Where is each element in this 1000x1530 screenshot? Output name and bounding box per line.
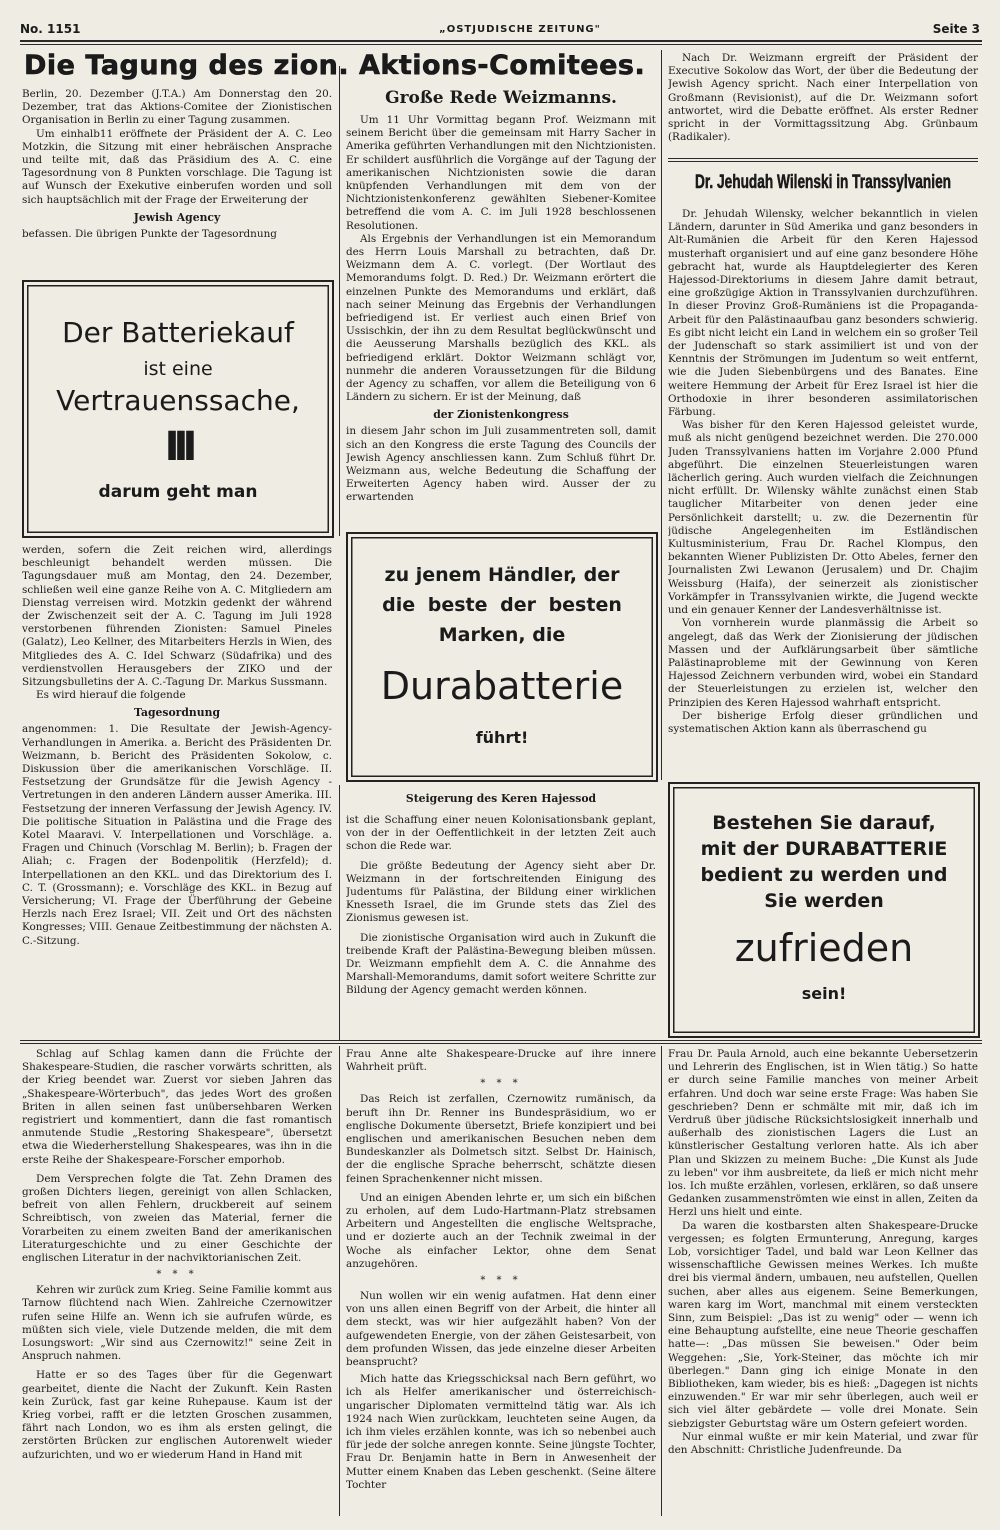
paragraph: Kehren wir zurück zum Krieg. Seine Familie kommt aus Tarnow flüchtend nach Wien. Zahlreiche Czernowitzer rufen seine Hilfe an. Wenn ich sie aufrufen würde, es müßten sich viele, viele Dutzende melden, die mit dem Losungswort: „Wir sind aus Czernowitz!" seine Zeit in Anspruch nahmen. xyxy=(22,1284,332,1363)
ad-line: mit der DURABATTERIE xyxy=(700,838,948,860)
section-rule xyxy=(668,158,978,159)
ad-durabatterie xyxy=(346,532,658,782)
paragraph: ist die Schaffung einer neuen Kolonisationsbank geplant, von der in der Oeffentlichkeit in der letzten Zeit auch schon die Rede war. xyxy=(346,814,656,853)
paragraph: Und an einigen Abenden lehrte er, um sich ein bißchen zu erholen, auf dem Ludo-Hartmann-Platz strebsamen Arbeitern und Angestellten die englische Weltsprache, und er dozierte auch an der Technik zweimal in der Woche als einfacher Lektor, ohne dem Senat anzugehören. xyxy=(346,1191,656,1270)
paragraph: Es wird hierauf die folgende xyxy=(36,689,186,702)
ad-bestehen-sie xyxy=(668,782,980,1038)
feuilleton-column-2 xyxy=(346,1048,656,1518)
article-sokolow xyxy=(668,52,978,152)
paragraph: Die größte Bedeutung der Agency sieht aber Dr. Weizmann in der fortschreitenden Einigung des Judentums für Palästina, der Bildung einer wirklichen Knesseth Israel, die im Grunde stets das Ziel des Zionismus gewesen ist. xyxy=(346,859,656,925)
ad-brand: Durabatterie xyxy=(380,664,624,708)
section-stars: * * * xyxy=(480,1275,522,1287)
paragraph: Von vornherein wurde planmässig die Arbeit so angelegt, daß das Werk der Zionisierung der jüdischen Massen und der Aufklärungsarbeit über sämtliche Palästinaprobleme mit der Gewinnung von Keren Hajessod Zeichnern verbunden wird, wobei ein Standard der Steuerleistungen zu erzielen ist, welcher den Prinzipien des Keren Hajessod wahrhaft entspricht. xyxy=(668,617,978,709)
paragraph: Der bisherige Erfolg dieser gründlichen und systematischen Aktion kann als überraschend gu xyxy=(668,709,978,735)
ad-line: sein! xyxy=(801,984,847,1003)
subheading-tagesordnung: Tagesordnung xyxy=(133,706,221,720)
column-divider xyxy=(339,785,340,1040)
issue-number: No. 1151 xyxy=(20,22,81,36)
paragraph: Um einhalb11 eröffnete der Präsident der A. C. Leo Motzkin, die Sitzung mit einer hebräischen Ansprache und teilte mit, daß das Präsidium des A. C. eine Tagesordnung von 8 Punkten vorschlage. Die Tagung ist auf Wunsch der Exekutive einberufen worden und soll sich hauptsächlich mit der Frage der Erweiterung der xyxy=(22,127,332,206)
ad-bars-graphic: III xyxy=(164,424,192,470)
article-tagung-intro xyxy=(22,88,332,274)
paragraph: werden, sofern die Zeit reichen wird, allerdings beschleunigt behandelt werden müssen. Die Tagungsdauer muß am Montag, den 24. Dezember, schließen weil eine ganze Reihe von A. C. Mitgliedern am Dienstag verreisen wird. Motzkin gedenkt der während der Zwischenzeit seit der A. C. Tagung im Juli 1928 verstorbenen führenden Zionisten: Samuel Pineles (Galatz), Leo Kellner, des Mitarbeiters Herzls in Wien, des Mitgliedes des A. C. Idel Schwarz (Südafrika) und des verdienstvollen Herausgebers der ZIKO und der Sitzungsbulletins der A. C.-Tagung Dr. Markus Sussmann. xyxy=(22,544,332,689)
column-divider xyxy=(339,1046,340,1516)
section-rule xyxy=(668,161,978,162)
paragraph: Als Ergebnis der Verhandlungen ist ein Memorandum des Herrn Louis Marshall zu betrachten, daß Dr. Weizmann dem A. C. vorlegt. (Der Wortlaut des Memorandums folgt. D. Red.) Dr. Weizmann erörtert die einzelnen Punkte des Memorandums und erklärt, daß nach seiner Meinung das Ergebnis der Verhandlungen befriedigend ist. Er verliest auch einen Brief von Ussischkin, der ihn zu dem Resultat beglückwünscht und die Aeusserung Marshalls bezüglich des KKL. als befriedigend erklärt. Doktor Weizmann schlägt vor, nunmehr die anderen Voraussetzungen für die Bildung der Agency zu schaffen, vor allem die Beteiligung von 6 Ländern zu sichern. Er ist der Meinung, daß xyxy=(346,232,656,404)
paragraph: Das Reich ist zerfallen, Czernowitz rumänisch, da beruft ihn Dr. Renner ins Bundespräsidium, wo er englische Dokumente übersetzt, Briefe konzipiert und bei englischen und amerikanischen Besuchen neben dem Bundeskanzler als Dolmetsch sitzt. Selbst Dr. Hainisch, der die englische Sprache beherrscht, schätzte diesen feinen Sprachenkenner nicht missen. xyxy=(346,1093,656,1185)
ad-line: bedient zu werden und xyxy=(700,864,948,886)
column-divider xyxy=(339,66,340,536)
ad-line: Sie werden xyxy=(764,890,884,912)
paragraph: befassen. Die übrigen Punkte der Tagesordnung xyxy=(22,227,277,240)
headline-tagung: Die Tagung des zion. Aktions-Comitees. xyxy=(24,50,646,81)
ad-big-word: zufrieden xyxy=(734,926,914,970)
ad-line: ist eine xyxy=(143,358,213,380)
article-tagung-body xyxy=(22,544,332,1036)
feuilleton-rule xyxy=(20,1043,982,1044)
paragraph: in diesem Jahr schon im Juli zusammentreten soll, damit sich an den Kongress die erste Tagung des Councils der Jewish Agency anschliessen kann. Zum Schluß führt Dr. Weizmann aus, welche Bedeutung die Schaffung der Erweiterten Agency haben wird. Ausser der zu erwartenden xyxy=(346,425,656,504)
paragraph: Mich hatte das Kriegsschicksal nach Bern geführt, wo ich als Helfer amerikanischer und österreichisch-ungarischer Diplomaten vermittelnd tätig war. Als ich 1924 nach Wien zurückkam, leuchteten seine Augen, da ich ihm vieles erzählen konnte, was ich so nebenbei auch für jede der solche anregen konnte. Seine jüngste Tochter, Frau Dr. Benjamin hatte in Bern in Anwesenheit der Mutter einem Knaben das Leben geschenkt. (Seine ältere Tochter xyxy=(346,1373,656,1491)
header-rule-thin xyxy=(20,44,982,45)
feuilleton-rule xyxy=(20,1040,982,1041)
article-steigerung xyxy=(346,814,656,1036)
headline-weizmann: Große Rede Weizmanns. xyxy=(385,88,617,108)
paragraph: Um 11 Uhr Vormittag begann Prof. Weizmann mit seinem Bericht über die gemeinsam mit Harry Sacher in Amerika geführten Verhandlungen mit den Nichtzionisten. Er schildert ausführlich die Vorgänge auf der Tagung der amerikanischen Nichtzionisten sowie die daran knüpfenden Verhandlungen mit dem von der Nichtzionistenkonferenz gewählten Siebener-Komitee betreffend die vom A. C. im Juli 1928 beschlossenen Resolutionen. xyxy=(346,114,656,232)
article-weizmann xyxy=(346,114,656,526)
header-rule xyxy=(20,40,982,42)
paragraph: Dem Versprechen folgte die Tat. Zehn Dramen des großen Dichters liegen, gereinigt von allen Schlacken, befreit von allen Fehlern, druckbereit auf seinem Schreibtisch, von zweien das Material, ferner die Vorarbeiten zu einem zweiten Band der amerikanischen Literaturgeschichte und zu einer Geschichte der englischen Literatur in der nachviktorianischen Zeit. xyxy=(22,1172,332,1265)
ad-batteriekauf xyxy=(22,280,334,538)
ad-line: Marken, die xyxy=(438,624,566,646)
paragraph: Da waren die kostbarsten alten Shakespeare-Drucke vergessen; es folgten Ermunterung, Anregung, karges Lob, vorsichtiger Tadel, und bald war Leon Kellner das wissenschaftliche Gewissen meines Werkes. Ich mußte drei bis viermal ändern, umbauen, neu aufstellen, Quellen suchen, aber alles aus eigenem. Seine Bemerkungen, waren karg im Wort, manchmal mit einem versteckten Sinn, zum Beispiel: „Das ist zu wenig" oder — wenn ich eine Behauptung aufstellte, eine neue Theorie geschaffen hatte—: „Das müssen Sie beweisen." Oder beim Weggehen: „Sie, York-Steiner, das möchte ich mir überlegen." Dann ging ich einige Monate in den Bibliotheken, kam wieder, bis es hieß: „Dagegen ist nichts einzuwenden." Er war mir sehr überlegen, auch weil er sich viel älter gebärdete — volle drei Monate. Sein siebzigster Geburtstag wäre um Ostern gefeiert worden. xyxy=(668,1219,978,1430)
subheading-zionistenkongress: der Zionistenkongress xyxy=(433,408,569,422)
paragraph: Frau Dr. Paula Arnold, auch eine bekannte Uebersetzerin und Lehrerin des Englischen, ist in Wien tätig.) So hatte er durch seine Familie manches von meiner Arbeit erfahren. Und doch war seine erste Frage: Was haben Sie geschrieben? Denn er schmälte mit mir, daß ich im Verdruß über jüdische Rücksichtslosigkeit innerhalb und außerhalb des zionistischen Lagers die Lust an künstlerischer Gestaltung verloren hatte. Als ich aber Plan und Skizzen zu meinem Buche: „Die Kunst als Jude zu leben" vor ihm ausbreitete, da ließ er mich nicht mehr los. Ich mußte erzählen, vorlesen, erklären, so daß unsere Gedanken zusammenströmten wie einst in allen, Zeiten da Herzl uns hielt und einte. xyxy=(668,1048,978,1219)
headline-wilenski: Dr. Jehudah Wilenski in Transsylvanien xyxy=(694,172,952,193)
paragraph: Frau Anne alte Shakespeare-Drucke auf ihre innere Wahrheit prüft. xyxy=(346,1048,656,1074)
feuilleton-column-3 xyxy=(668,1048,978,1518)
headline-steigerung: Steigerung des Keren Hajessod xyxy=(405,792,597,805)
paragraph: Nach Dr. Weizmann ergreift der Präsident der Executive Sokolow das Wort, der über die Bedeutung der Jewish Agency spricht. Nach einer Interpellation von Großmann (Revisionist), auf die Dr. Weizmann sofort antwortet, wird die Debatte eröffnet. Als erster Redner spricht in der Vormittagssitzung Abg. Grünbaum (Radikaler). xyxy=(668,52,978,144)
ad-line: darum geht man xyxy=(98,482,258,502)
page-number: Seite 3 xyxy=(932,22,980,36)
masthead: „OSTJÜDISCHE ZEITUNG" xyxy=(439,24,601,35)
paragraph: Nur einmal wußte er mir kein Material, und zwar für den Abschnitt: Christliche Judenfreunde. Da xyxy=(668,1430,978,1457)
paragraph: Nun wollen wir ein wenig aufatmen. Hat denn einer von uns allen einen Begriff von der Arbeit, die hinter all dem steckt, was wir hier aufgezählt haben? Von der aufgewendeten Energie, von der zähen Geistesarbeit, von dem profunden Wissen, das jede einzelne dieser Arbeiten beansprucht? xyxy=(346,1290,656,1369)
ad-line: führt! xyxy=(475,728,529,747)
paragraph: Berlin, 20. Dezember (J.T.A.) Am Donnerstag den 20. Dezember, trat das Aktions-Comitee der Zionistischen Organisation in Berlin zu einer Tagung zusammen. xyxy=(22,88,332,127)
paragraph: Die zionistische Organisation wird auch in Zukunft die treibende Kraft der Palästina-Bewegung bleiben müssen. Dr. Weizmann empfiehlt dem A. C. die Annahme des Marshall-Memorandums, damit sofort weitere Schritte zur Bildung der Agency gemacht werden können. xyxy=(346,931,656,997)
ad-line: Vertrauenssache, xyxy=(56,384,300,417)
ad-line: Bestehen Sie darauf, xyxy=(712,812,936,834)
paragraph: Was bisher für den Keren Hajessod geleistet wurde, muß als nicht genügend bezeichnet werden. Die 270.000 Juden Transsylvaniens hatten im Vorjahre 2.000 Pfund abgeführt. Die einzelnen Steuerleistungen waren lächerlich gering. Auch wurden vielfach die Zeichnungen nicht erfüllt. Dr. Wilensky wählte zunächst einen Stab tauglicher Mitarbeiter von denen jeder eine Persönlichkeit darstellt; u. zw. die Dezernentin für jüdische Angelegenheiten im Estländischen Kultusministerium, Frau Dr. Rachel Klompus, den bekannten Wiener Publizisten Dr. Otto Abeles, ferner den Journalisten Zwi Lewanon (Jerusalem) und Dr. Chajim Weissburg (Haifa), der seinerzeit als zionistischer Vorkämpfer in Transsylvanien wirkte, die Jugend weckte und ein genauer Kenner der Landesverhältnisse ist. xyxy=(668,419,978,617)
section-stars: * * * xyxy=(156,1269,198,1281)
feuilleton-column-1 xyxy=(22,1048,332,1518)
paragraph: angenommen: 1. Die Resultate der Jewish-Agency-Verhandlungen in Amerika. a. Bericht des Präsidenten Dr. Weizmann, b. Bericht des Präsidenten Sokolow, c. Diskussion über die amerikanischen Vorschläge. II. Festsetzung der Grundsätze für die Jewish Agency - Vertretungen in den anderen Ländern ausser Amerika. III. Festsetzung der inneren Verfassung der Jewish Agency. IV. Die politische Situation in Palästina und die Frage des Kotel Maaravi. V. Interpellationen und Vorschläge. a. Fragen und Chinuch (Vorschlag M. Berlin); b. Fragen der Aliah; c. Fragen der Bodenpolitik (Herzfeld); d. Interpellationen an den KKL. und das Direktorium des I. C. T. (Grossmann); e. Vorschläge des KKL. in Bezug auf Versicherung; VI. Frage der Überführung der Gebeine Herzls nach Erez Israel; VII. Zeit und Ort des nächsten Kongresses; VIII. Genaue Zeitbestimmung der nächsten A. C.-Sitzung. xyxy=(22,723,332,947)
subheading-jewish-agency: Jewish Agency xyxy=(133,210,221,224)
section-stars: * * * xyxy=(480,1078,522,1090)
ad-line: zu jenem Händler, der xyxy=(384,564,620,586)
paragraph: Schlag auf Schlag kamen dann die Früchte der Shakespeare-Studien, die rascher vorwärts schritten, als der Krieg beendet war. Zuerst vor sieben Jahren das „Shakespeare-Wörterbuch", das jedes Wort des großen Briten in allen seinen fast unübersehbaren Werken registriert und kommentiert, dann die fast romantisch anmutende Studie „Restoring Shakespeare", übersetzt etwa die Wiederherstellung Shakespeares, was ihn in die erste Reihe der Shakespeare-Forscher emporhob. xyxy=(22,1048,332,1166)
column-divider xyxy=(661,50,662,780)
paragraph: Dr. Jehudah Wilensky, welcher bekanntlich in vielen Ländern, darunter in Süd Amerika und ganz besonders in Alt-Rumänien die Arbeit für den Keren Hajessod musterhaft organisiert und auf eine ganz besondere Höhe gebracht hat, wurde als Hauptdelegierter des Keren Hajessod-Direktoriums in diesem Jahre damit betraut, eine großzügige Aktion in Transsylvanien durchzuführen. In dieser Provinz Groß-Rumäniens ist die Propaganda-Arbeit für den Palästinaaufbau ganz besonders schwierig. Es gibt nicht leicht ein Land in welchem ein so großer Teil der Judenschaft so stark assimiliert ist und von der Kenntnis der Strömungen im Judentum so weit entfernt, wie die Juden Siebenbürgens und des Banates. Eine weitere Hemmung der Arbeit für Erez Israel ist hier die Orthodoxie in ihrer besonderen assimilatorischen Färbung. xyxy=(668,208,978,419)
column-divider xyxy=(661,1046,662,1516)
article-wilenski xyxy=(668,208,978,774)
ad-line: Der Batteriekauf xyxy=(62,316,294,349)
ad-line: die beste der besten xyxy=(382,594,622,616)
paragraph: Hatte er so des Tages über für die Gegenwart gearbeitet, diente die Nacht der Zukunft. Kein Rasten kein Zurück, fast gar keine Ruhepause. Kaum ist der Krieg vorbei, rafft er die letzten Groschen zusammen, fährt nach London, wo es ihm als ersten gelingt, die zerstörten Brücken zur englischen Autorenwelt wieder aufzurichten, und wo er wiederum Hand in Hand mit xyxy=(22,1369,332,1461)
